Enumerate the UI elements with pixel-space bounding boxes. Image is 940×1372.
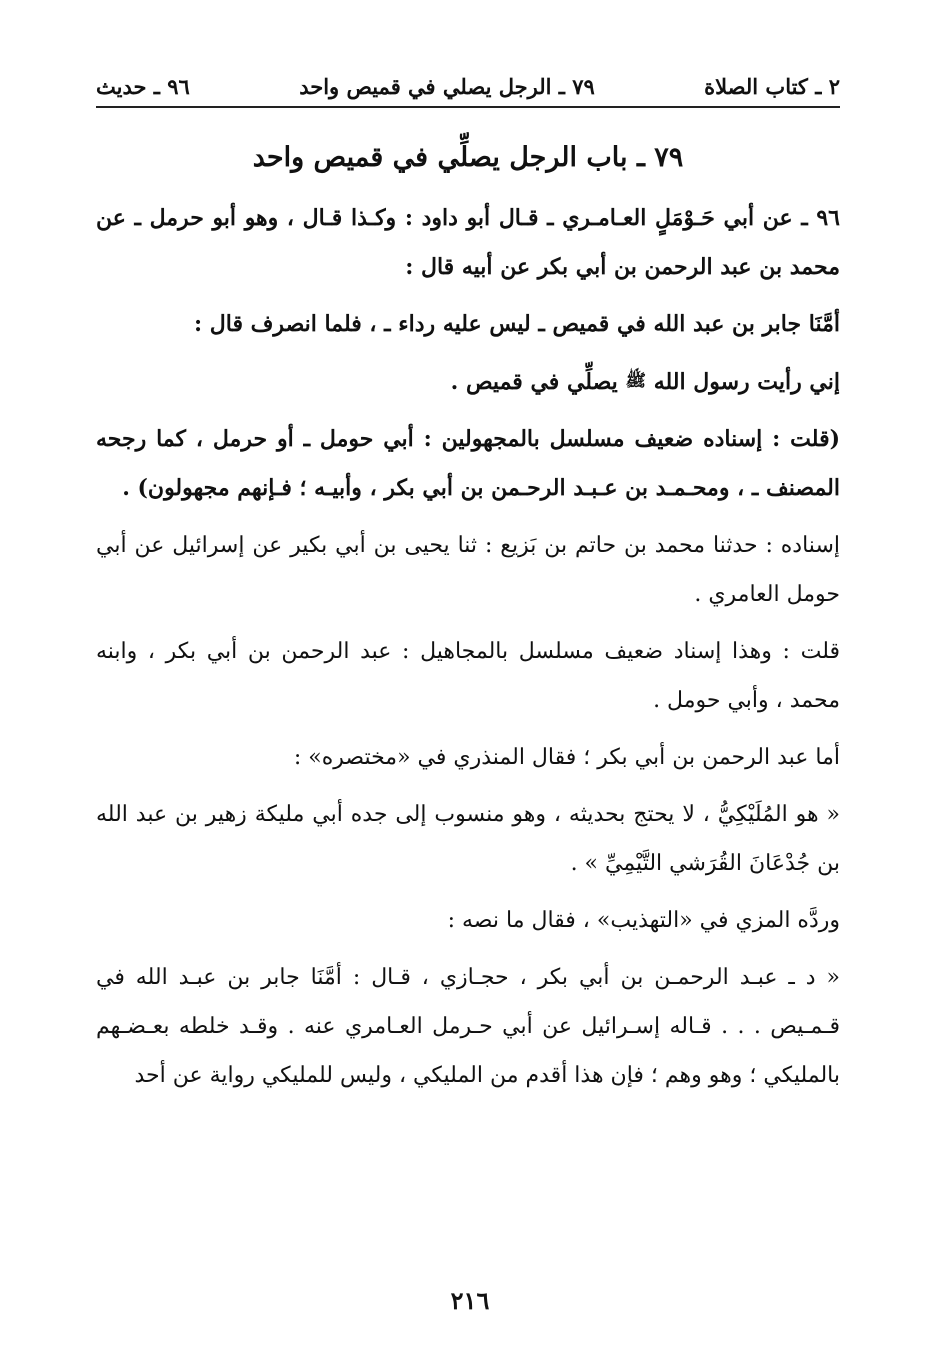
page-number: ٢١٦ xyxy=(450,1286,490,1315)
quotation-mizzi: « د ـ عبـد الرحمـن بن أبي بكر ، حجـازي ، قـال : أمَّنَا جابر بن عبـد الله في قـمـيص . . . قـاله إسـرائيل عن أبي حـرمل العـامري عنه . وقـد خلطه بعـضـهم بالمليكي ؛ وهو وهم ؛ فإن هذا أقدم من المليكي ، وليس للمليكي رواية عن أحد xyxy=(96,965,840,1088)
salawat-symbol: ﷺ xyxy=(625,371,647,391)
page-body xyxy=(96,128,840,1108)
hadith-text-part-a: إني رأيت رسول الله xyxy=(653,369,840,395)
header-chapter-title: ٧٩ ـ الرجل يصلي في قميص واحد xyxy=(299,73,595,99)
hadith-text-part-b: يصلِّي في قميص . xyxy=(450,369,618,395)
header-book-title: ٢ ـ كتاب الصلاة xyxy=(704,73,840,99)
quotation-mundhiri: « هو المُلَيْكِيُّ ، لا يحتج بحديثه ، وهو منسوب إلى جده أبي مليكة زهير بن عبد الله بن جُدْعَانَ القُرَشي التَّيْمِيِّ » . xyxy=(96,802,840,876)
hadith-text-paragraph: أمَّنَا جابر بن عبد الله في قميص ـ ليس عليه رداء ـ ، فلما انصرف قال : xyxy=(193,311,840,337)
header-hadith-number: ٩٦ ـ حديث xyxy=(96,73,190,99)
header-divider xyxy=(96,106,840,108)
hadith-chain-paragraph: ٩٦ ـ عن أبي حَـوْمَلٍ العـامـري ـ قـال أبو داود : وكـذا قـال ، وهو أبو حرمل ـ عن محمد بن عبد الرحمن بن أبي بكر عن أبيه قال : xyxy=(96,205,840,280)
isnad-paragraph: إسناده : حدثنا محمد بن حاتم بن بَزيع : ثنا يحيى بن أبي بكير عن إسرائيل عن أبي حومل العامري . xyxy=(96,533,840,607)
commentary-paragraph-1: قلت : وهذا إسناد ضعيف مسلسل بالمجاهيل : عبد الرحمن بن أبي بكر ، وابنه محمد ، وأبي حومل . xyxy=(96,639,840,713)
running-header xyxy=(96,66,840,106)
grading-paragraph: (قلت : إسناده ضعيف مسلسل بالمجهولين : أبي حومل ـ أو حرمل ، كما رجحه المصنف ـ ، ومحـمـد بن عـبـد الرحـمن بن أبي بكر ، وأبيـه ؛ فـإنهم مجهولون) . xyxy=(96,426,840,501)
hadith-text-continuation xyxy=(96,357,840,407)
commentary-paragraph-2: أما عبد الرحمن بن أبي بكر ؛ فقال المنذري في «مختصره» : xyxy=(293,745,840,770)
chapter-heading: ٧٩ ـ باب الرجل يصلِّي في قميص واحد xyxy=(252,142,684,173)
commentary-paragraph-3: وردَّه المزي في «التهذيب» ، فقال ما نصه : xyxy=(447,908,840,933)
